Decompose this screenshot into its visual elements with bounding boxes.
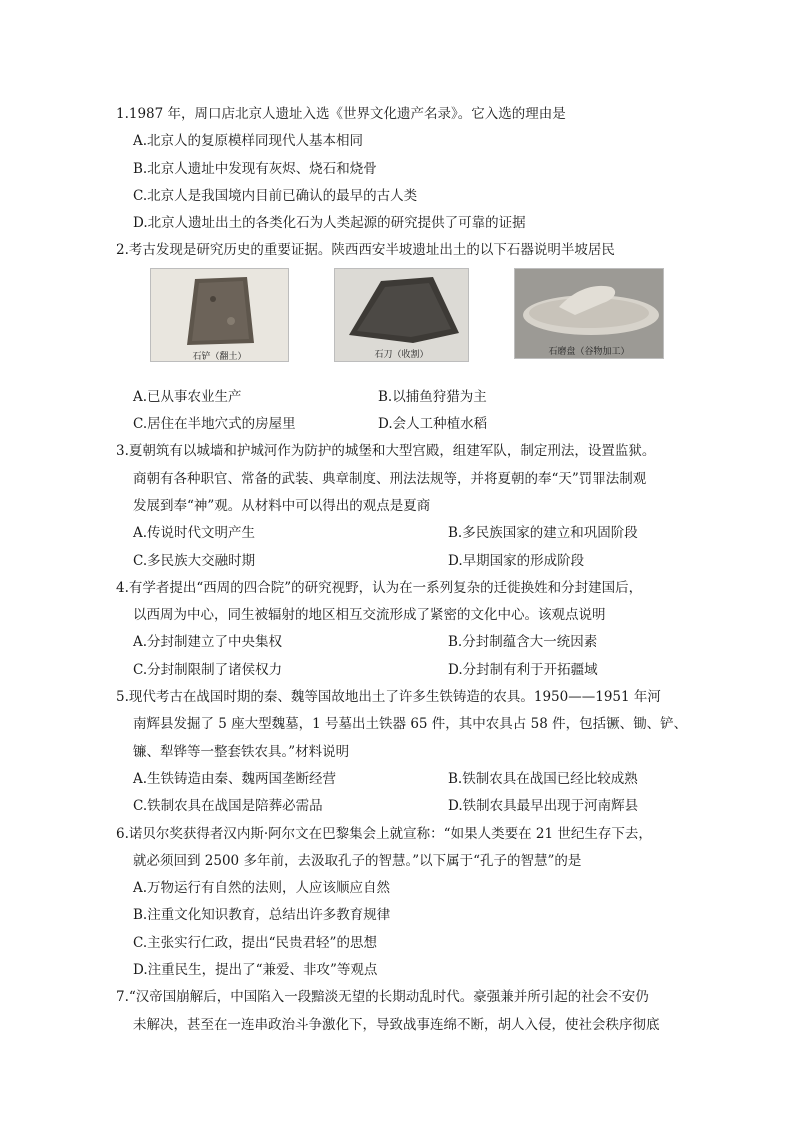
question-3-stem-line-1: 3.夏朝筑有以城墙和护城河作为防护的城堡和大型宫殿，组建军队，制定刑法，设置监狱。 [116,443,656,460]
question-4-option-b[interactable]: B.分封制蕴含大一统因素 [448,634,598,651]
grinding-stone-caption: 石磨盘（谷物加工） [548,346,630,357]
question-5-option-b[interactable]: B.铁制农具在战国已经比较成熟 [448,770,638,787]
question-2-option-d[interactable]: D.会人工种植水稻 [378,416,488,433]
question-4-options-row-1 [116,629,676,656]
question-4-option-d[interactable]: D.分封制有利于开拓疆域 [448,661,598,678]
stone-knife-caption: 石刀（收割） [374,349,429,360]
question-6-option-a[interactable]: A.万物运行有自然的法则，人应该顺应自然 [133,880,391,897]
question-5-option-d[interactable]: D.铁制农具最早出现于河南辉县 [448,798,639,815]
question-5-stem-line-1: 5.现代考古在战国时期的秦、魏等国故地出土了许多生铁铸造的农具。1950——1951 年河 [116,689,661,706]
question-3-option-b[interactable]: B.多民族国家的建立和巩固阶段 [448,525,638,542]
question-2-option-a[interactable]: A.已从事农业生产 [133,388,242,405]
question-3-options-row-2 [116,548,676,575]
question-1-option-a[interactable]: A.北京人的复原模样同现代人基本相同 [133,133,364,150]
question-7-stem-line-1: 7.“汉帝国崩解后，中国陷入一段黯淡无望的长期动乱时代。豪强兼并所引起的社会不安仍 [116,989,649,1006]
question-5-stem-line-3: 镰、犁铧等一整套铁农具。”材料说明 [133,743,350,760]
question-6-stem-line-2: 就必须回到 2500 多年前，去汲取孔子的智慧。”以下属于“孔子的智慧”的是 [133,852,582,869]
question-5-option-c[interactable]: C.铁制农具在战国是陪葬必需品 [133,798,323,815]
question-list [116,101,688,1039]
question-6-option-c[interactable]: C.主张实行仁政，提出“民贵君轻”的思想 [133,934,377,951]
question-2-option-c[interactable]: C.居住在半地穴式的房屋里 [133,416,296,433]
question-2-options-row-1 [116,384,676,411]
question-3-option-c[interactable]: C.多民族大交融时期 [133,552,256,569]
question-3-stem-line-3: 发展到奉“神”观。从材料中可以得出的观点是夏商 [133,497,431,514]
question-6-stem-line-1: 6.诺贝尔奖获得者汉内斯·阿尔文在巴黎集会上就宣称：“如果人类要在 21 世纪生存下去， [116,825,652,842]
question-4-option-c[interactable]: C.分封制限制了诸侯权力 [133,661,283,678]
question-2-figures [116,265,676,384]
question-6-option-b[interactable]: B.注重文化知识教育，总结出许多教育规律 [133,907,391,924]
stone-shovel-image [150,268,289,362]
question-5-option-a[interactable]: A.生铁铸造由秦、魏两国垄断经营 [133,770,337,787]
question-4-stem-line-1: 4.有学者提出“西周的四合院”的研究视野，认为在一系列复杂的迁徙换姓和分封建国后， [116,579,643,596]
question-1-option-c[interactable]: C.北京人是我国境内目前已确认的最早的古人类 [133,187,418,204]
question-3-option-a[interactable]: A.传说时代文明产生 [133,525,256,542]
grinding-stone-image [514,268,664,359]
question-5-stem-line-2: 南辉县发掘了 5 座大型魏墓，1 号墓出土铁器 65 件，其中农具占 58 件，包括镢、锄、铲、 [133,716,688,733]
question-4-stem-line-2: 以西周为中心，同生被辐射的地区相互交流形成了紧密的文化中心。该观点说明 [133,607,606,624]
question-2-option-b[interactable]: B.以捕鱼狩猎为主 [378,388,487,405]
question-6-option-d[interactable]: D.注重民生，提出了“兼爱、非攻”等观点 [133,962,378,979]
question-3-options-row-1 [116,520,676,547]
stone-shovel-caption: 石铲（翻土） [192,351,247,362]
question-2-stem: 2.考古发现是研究历史的重要证据。陕西西安半坡遗址出土的以下石器说明半坡居民 [116,242,615,259]
stone-shovel-icon [151,269,288,361]
question-4-options-row-2 [116,657,676,684]
question-1-option-d[interactable]: D.北京人遗址出土的各类化石为人类起源的研究提供了可靠的证据 [133,215,526,232]
question-1-option-b[interactable]: B.北京人遗址中发现有灰烬、烧石和烧骨 [133,160,377,177]
question-2-options-row-2 [116,411,676,438]
question-5-options-row-1 [116,766,676,793]
question-1-stem: 1.1987 年，周口店北京人遗址入选《世界文化遗产名录》。它入选的理由是 [116,106,566,122]
question-4-option-a[interactable]: A.分封制建立了中央集权 [133,634,283,651]
stone-knife-image [334,268,469,362]
question-7-stem-line-2: 未解决，甚至在一连串政治斗争激化下，导致战事连绵不断，胡人入侵，使社会秩序彻底 [133,1016,660,1033]
question-3-stem-line-2: 商朝有各种职官、常备的武装、典章制度、刑法法规等，并将夏朝的奉“天”罚罪法制观 [133,470,647,487]
question-3-option-d[interactable]: D.早期国家的形成阶段 [448,552,585,569]
question-5-options-row-2 [116,793,676,820]
